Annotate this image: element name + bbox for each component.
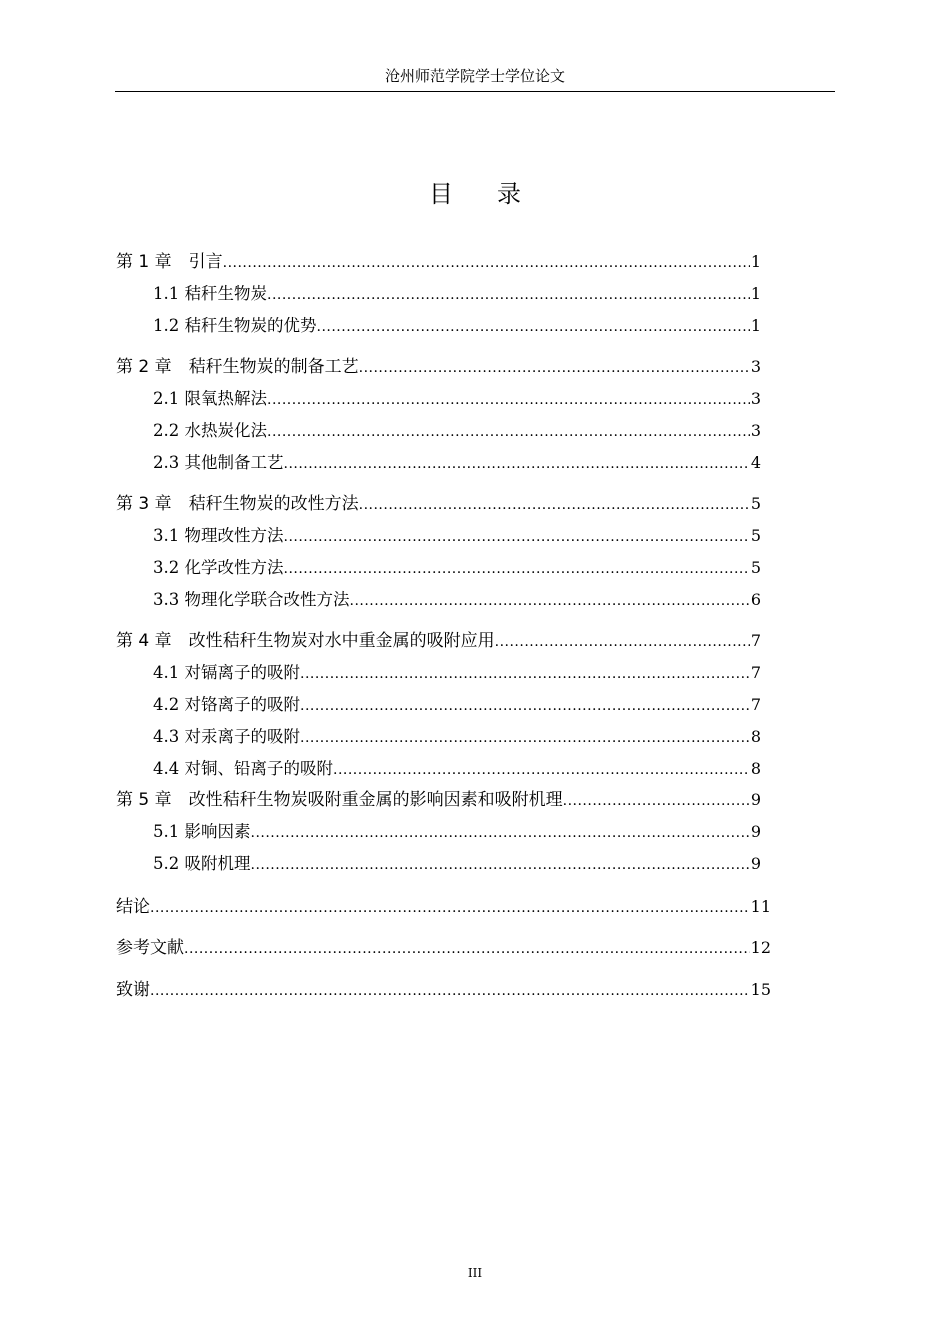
toc-entry-label: 1.2 秸秆生物炭的优势 [153, 316, 317, 335]
toc-entry-label: 3.1 物理改性方法 [153, 526, 284, 545]
toc-leader [150, 895, 750, 920]
toc-entry-label: 第 4 章 改性秸秆生物炭对水中重金属的吸附应用 [116, 631, 495, 651]
toc-leader [267, 282, 750, 307]
toc-entry-page: 15 [750, 980, 771, 999]
toc-entry-label: 2.3 其他制备工艺 [153, 453, 284, 472]
toc-entry-label: 参考文献 [116, 938, 184, 958]
toc-entry[interactable] [116, 894, 771, 920]
toc-leader [359, 355, 750, 380]
toc-entry[interactable] [116, 249, 761, 275]
toc-entry[interactable] [153, 692, 761, 718]
toc-entry-label: 4.4 对铜、铅离子的吸附 [153, 759, 333, 778]
toc-entry[interactable] [116, 354, 761, 380]
toc-entry-label: 4.2 对铬离子的吸附 [153, 695, 300, 714]
toc-entry-page: 7 [750, 663, 761, 682]
header-title: 沧州师范学院学士学位论文 [384, 67, 565, 85]
toc-entry-page: 5 [750, 494, 761, 513]
toc-entry[interactable] [153, 756, 761, 782]
toc-leader [495, 629, 750, 654]
toc-leader [563, 788, 750, 813]
toc-entry[interactable] [153, 386, 761, 412]
toc-leader [300, 693, 750, 718]
toc-entry-label: 3.3 物理化学联合改性方法 [153, 590, 350, 609]
toc-entry-label: 4.3 对汞离子的吸附 [153, 727, 300, 746]
toc-entry[interactable] [153, 281, 761, 307]
toc-entry-page: 1 [750, 284, 761, 303]
toc-entry-page: 9 [750, 854, 761, 873]
toc-entry[interactable] [153, 523, 761, 549]
toc-entry[interactable] [153, 587, 761, 613]
page-number: III [467, 1266, 483, 1280]
toc-entry-page: 9 [750, 790, 761, 809]
toc-entry[interactable] [153, 313, 761, 339]
toc-leader [300, 725, 750, 750]
toc-entry-page: 4 [750, 453, 761, 472]
toc-entry[interactable] [116, 977, 771, 1003]
toc-leader [251, 820, 750, 845]
toc-leader [284, 556, 750, 581]
toc-entry-label: 第 3 章 秸秆生物炭的改性方法 [116, 494, 359, 514]
toc-entry-label: 第 5 章 改性秸秆生物炭吸附重金属的影响因素和吸附机理 [116, 790, 563, 810]
toc-leader [184, 936, 750, 961]
toc-entry-page: 8 [750, 759, 761, 778]
toc-entry-page: 6 [750, 590, 761, 609]
toc-entry-page: 8 [750, 727, 761, 746]
toc-entry-page: 11 [750, 897, 771, 916]
toc-leader [317, 314, 750, 339]
toc-entry-label: 3.2 化学改性方法 [153, 558, 284, 577]
toc-entry-page: 5 [750, 558, 761, 577]
toc-leader [150, 978, 750, 1003]
toc-entry[interactable] [116, 787, 761, 813]
toc-leader [359, 492, 750, 517]
page-header [115, 64, 835, 92]
toc-entry[interactable] [116, 628, 761, 654]
toc-leader [267, 387, 750, 412]
toc-leader [284, 451, 750, 476]
toc-entry[interactable] [153, 555, 761, 581]
toc-entry-page: 3 [750, 389, 761, 408]
toc-entry[interactable] [153, 819, 761, 845]
toc-entry-label: 第 1 章 引言 [116, 252, 223, 272]
toc-entry-label: 第 2 章 秸秆生物炭的制备工艺 [116, 357, 359, 377]
toc-leader [350, 588, 750, 613]
toc-entry-page: 9 [750, 822, 761, 841]
toc-entry-label: 4.1 对镉离子的吸附 [153, 663, 300, 682]
toc-entry[interactable] [153, 851, 761, 877]
toc-entry-label: 致谢 [116, 980, 150, 1000]
toc-entry-page: 7 [750, 695, 761, 714]
toc-entry-label: 5.2 吸附机理 [153, 854, 251, 873]
toc-entry[interactable] [116, 491, 761, 517]
toc-entry[interactable] [153, 724, 761, 750]
toc-entry-label: 2.2 水热炭化法 [153, 421, 267, 440]
toc-entry-page: 5 [750, 526, 761, 545]
toc-entry-label: 1.1 秸秆生物炭 [153, 284, 267, 303]
toc-entry-page: 7 [750, 631, 761, 650]
toc-entry[interactable] [153, 450, 761, 476]
toc-entry-page: 3 [750, 421, 761, 440]
toc-entry[interactable] [153, 660, 761, 686]
toc-entry-page: 1 [750, 252, 761, 271]
toc-entry-label: 结论 [116, 897, 150, 917]
toc-leader [300, 661, 750, 686]
toc-leader [333, 757, 750, 782]
toc-leader [251, 852, 750, 877]
toc-entry-page: 1 [750, 316, 761, 335]
toc-entry-label: 5.1 影响因素 [153, 822, 251, 841]
toc-entry-label: 2.1 限氧热解法 [153, 389, 267, 408]
toc-entry[interactable] [116, 935, 771, 961]
toc-entry-page: 3 [750, 357, 761, 376]
toc-title: 目录 [429, 180, 565, 208]
toc-leader [223, 250, 750, 275]
toc-entry-page: 12 [750, 938, 771, 957]
toc-leader [284, 524, 750, 549]
toc-entry[interactable] [153, 418, 761, 444]
toc-leader [267, 419, 750, 444]
